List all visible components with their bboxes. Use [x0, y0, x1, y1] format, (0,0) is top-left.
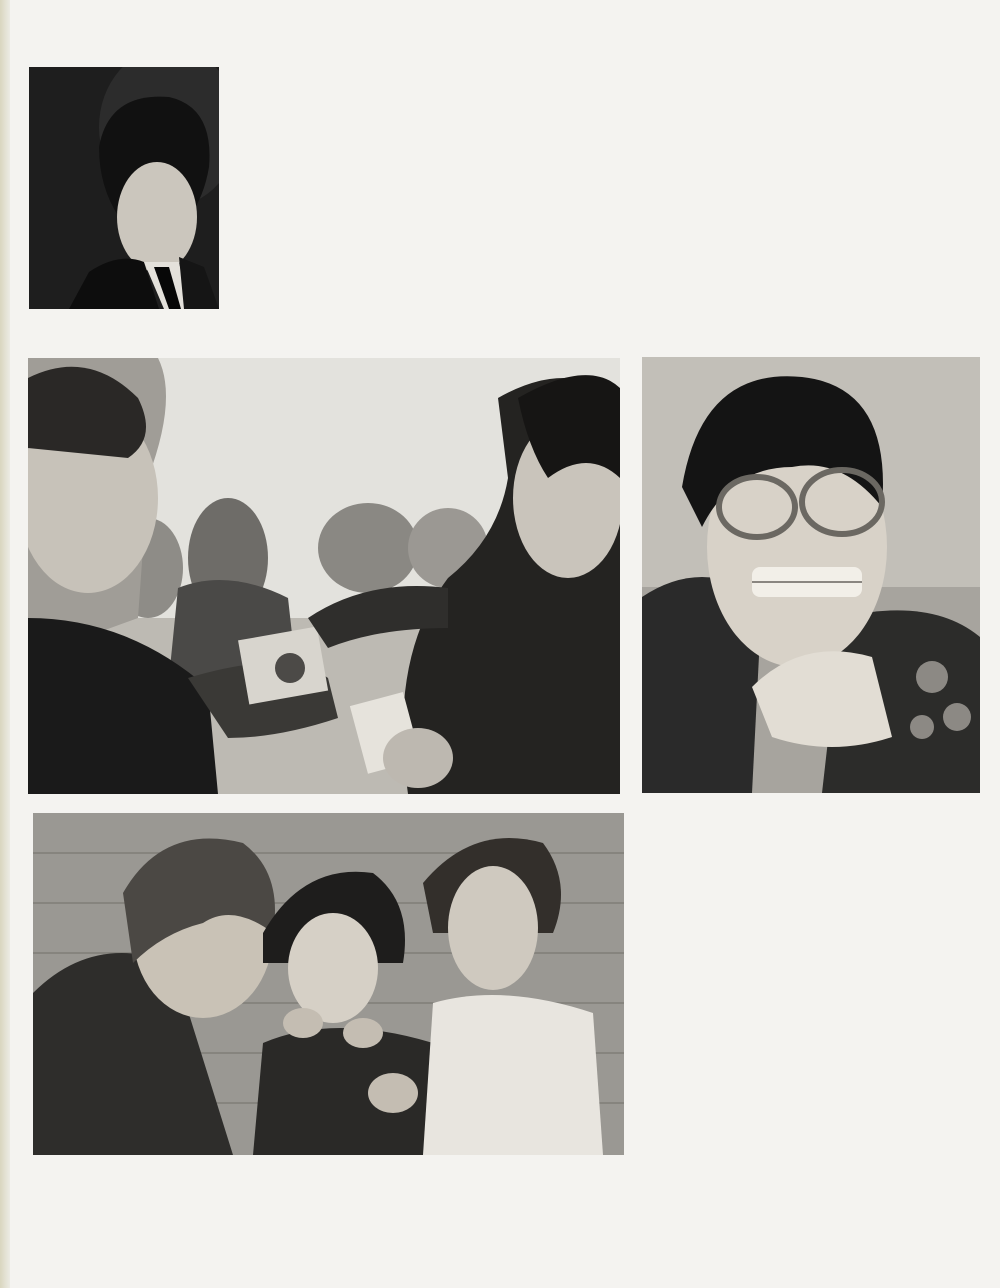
photo-mike-hermann-choked	[642, 357, 980, 793]
portrait-photo-troy-zimmerman	[29, 67, 219, 309]
page-binding-edge	[0, 0, 10, 1288]
photo-screws-trio	[33, 813, 624, 1155]
photo-candy-cigarettes-trade	[28, 358, 620, 794]
